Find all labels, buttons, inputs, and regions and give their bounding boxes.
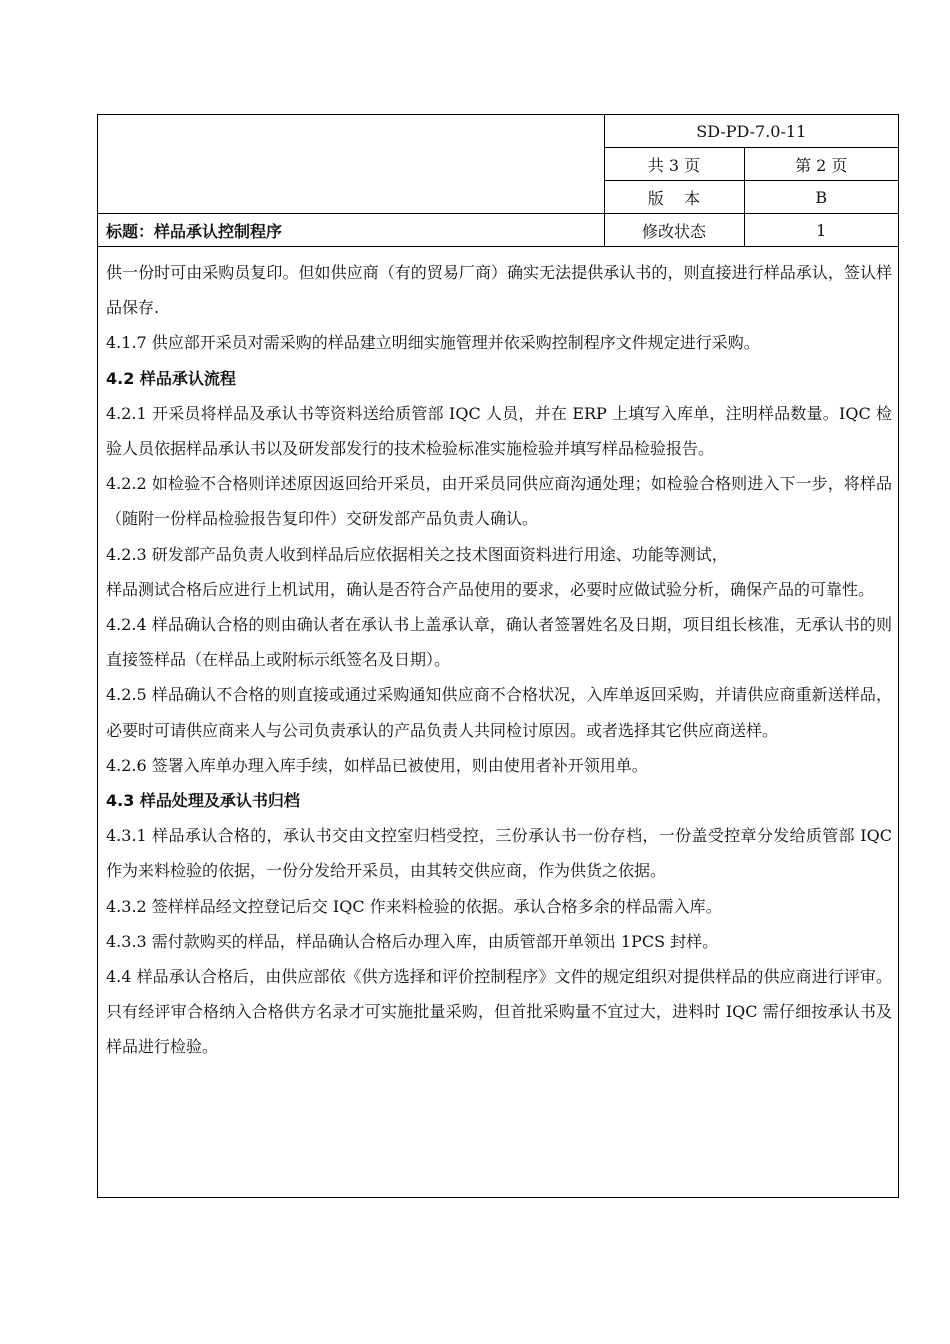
paragraph: 4.4 样品承认合格后，由供应部依《供方选择和评价控制程序》文件的规定组织对提供样品的供应商进行评审。只有经评审合格纳入合格供方名录才可实施批量采购，但首批采购量不宜过大，进料时 IQC 需仔细按承认书及样品进行检验。 — [106, 967, 892, 1057]
page-number: 第 2 页 — [744, 148, 898, 181]
paragraph: 4.2.2 如检验不合格则详述原因返回给开采员，由开采员同供应商沟通处理；如检验合格则进入下一步，将样品（随附一份样品检验报告复印件）交研发部产品负责人确认。 — [106, 474, 892, 529]
section-heading: 4.2 样品承认流程 — [106, 368, 236, 388]
paragraph: 4.3.1 样品承认合格的，承认书交由文控室归档受控，三份承认书一份存档，一份盖受控章分发给质管部 IQC 作为来料检验的依据，一份分发给开采员，由其转交供应商，作为供货之依据。 — [106, 826, 892, 881]
paragraph: 样品测试合格后应进行上机试用，确认是否符合产品使用的要求，必要时应做试验分析，确保产品的可靠性。 — [106, 579, 875, 599]
paragraph: 4.3.3 需付款购买的样品，样品确认合格后办理入库，由质管部开单领出 1PCS 封样。 — [106, 931, 719, 951]
header-blank-cell — [98, 115, 604, 214]
revision-value: 1 — [744, 214, 898, 247]
paragraph: 4.2.3 研发部产品负责人收到样品后应依据相关之技术图面资料进行用途、功能等测试， — [106, 544, 728, 564]
paragraph: 供一份时可由采购员复印。但如供应商（有的贸易厂商）确实无法提供承认书的，则直接进行样品承认，签认样品保存. — [106, 263, 892, 318]
paragraph: 4.2.5 样品确认不合格的则直接或通过采购通知供应商不合格状况，入库单返回采购，并请供应商重新送样品，必要时可请供应商来人与公司负责承认的产品负责人共同检讨原因。或者选择其它供应商送样。 — [106, 685, 892, 740]
body-text — [106, 255, 892, 1065]
paragraph: 4.2.4 样品确认合格的则由确认者在承认书上盖承认章，确认者签署姓名及日期，项目组长核准，无承认书的则直接签样品（在样品上或附标示纸签名及日期）。 — [106, 615, 892, 670]
header-table — [98, 115, 898, 247]
revision-label: 修改状态 — [604, 214, 744, 247]
doc-code: SD-PD-7.0-11 — [604, 115, 898, 148]
total-pages: 共 3 页 — [604, 148, 744, 181]
section-heading: 4.3 样品处理及承认书归档 — [106, 791, 300, 811]
document-frame — [97, 114, 899, 1198]
paragraph: 4.2.6 签署入库单办理入库手续，如样品已被使用，则由使用者补开领用单。 — [106, 755, 648, 775]
version-label: 版 本 — [604, 181, 744, 214]
paragraph: 4.3.2 签样样品经文控登记后交 IQC 作来料检验的依据。承认合格多余的样品需入库。 — [106, 896, 722, 916]
document-title: 标题：样品承认控制程序 — [98, 214, 604, 247]
paragraph: 4.2.1 开采员将样品及承认书等资料送给质管部 IQC 人员，并在 ERP 上填写入库单，注明样品数量。IQC 检验人员依据样品承认书以及研发部发行的技术检验标准实施检验并填写样品检验报告。 — [106, 403, 892, 459]
paragraph: 4.1.7 供应部开采员对需采购的样品建立明细实施管理并依采购控制程序文件规定进行采购。 — [106, 333, 760, 353]
version-value: B — [744, 181, 898, 214]
